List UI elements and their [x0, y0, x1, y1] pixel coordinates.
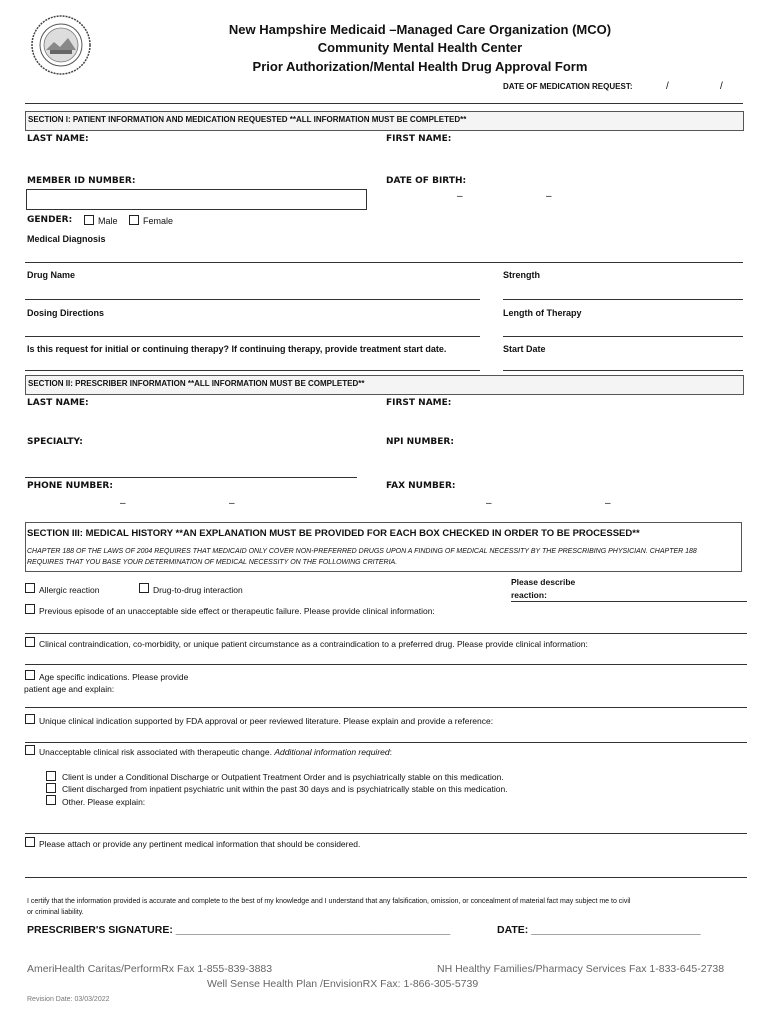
- drug-interaction-checkbox[interactable]: [139, 583, 149, 593]
- clinical-risk-text: Unacceptable clinical risk associated with therapeutic change.: [39, 747, 272, 757]
- contraindication-checkbox[interactable]: [25, 637, 35, 647]
- nh-healthy-fax: NH Healthy Families/Pharmacy Services Fax 1-833-645-2738: [437, 963, 725, 975]
- state-seal-logo: [30, 14, 92, 76]
- diagnosis-label: Medical Diagnosis: [27, 234, 106, 244]
- describe-label-1: Please describe: [511, 577, 576, 587]
- drug-name-label: Drug Name: [27, 270, 76, 280]
- form-title-line2: Community Mental Health Center: [317, 40, 523, 55]
- clinical-risk-label: Unacceptable clinical risk associated with therapeutic change. Additional information required:: [39, 747, 392, 757]
- chapter-188-line2: REQUIRES THAT YOU BASE YOUR DETERMINATION OF MEDICAL NECESSITY ON THE FOLLOWING CRITERIA.: [27, 559, 398, 566]
- clinical-risk-checkbox[interactable]: [25, 745, 35, 755]
- section2-heading: SECTION II: PRESCRIBER INFORMATION **ALL INFORMATION MUST BE COMPLETED**: [28, 379, 365, 388]
- previous-episode-label: Previous episode of an unacceptable side effect or therapeutic failure. Please provide clinical information:: [39, 606, 435, 616]
- certify-line2: or criminal liability.: [27, 909, 84, 916]
- section3-heading: SECTION III: MEDICAL HISTORY **AN EXPLANATION MUST BE PROVIDED FOR EACH BOX CHECKED IN ORDER TO BE PROCESSED**: [27, 528, 640, 539]
- signature-line[interactable]: PRESCRIBER'S SIGNATURE: _______________________________________________: [27, 924, 451, 936]
- contraindication-line[interactable]: [25, 664, 747, 665]
- patient-last-name-label: LAST NAME:: [27, 134, 89, 144]
- male-label: Male: [98, 216, 118, 226]
- section1-header: [25, 111, 744, 131]
- specialty-label: SPECIALTY:: [27, 437, 83, 447]
- age-line[interactable]: [25, 707, 747, 708]
- certify-line1: I certify that the information provided is accurate and complete to the best of my knowledge and I understand that any falsification, omission, or concealment of material fact may subject me to civil: [27, 898, 631, 905]
- length-line[interactable]: [503, 336, 743, 337]
- clinical-risk-italic: Additional information required: [274, 747, 390, 757]
- date-slash-1: /: [666, 81, 669, 92]
- fax-label: FAX NUMBER:: [386, 481, 456, 491]
- fax-dash-2: –: [605, 498, 611, 509]
- contraindication-label: Clinical contraindication, co-morbidity, or unique patient circumstance as a contraindication to a preferred drug. Please provide clinical information:: [39, 639, 588, 649]
- phone-label: PHONE NUMBER:: [27, 481, 113, 491]
- gender-label: GENDER:: [27, 215, 73, 225]
- diagnosis-line[interactable]: [25, 262, 743, 263]
- section1-heading: SECTION I: PATIENT INFORMATION AND MEDICATION REQUESTED **ALL INFORMATION MUST BE COMPLETED**: [28, 115, 467, 124]
- dob-label: DATE OF BIRTH:: [386, 176, 467, 186]
- header-rule: [25, 103, 743, 104]
- dob-dash-1: –: [457, 191, 463, 202]
- phone-dash-2: –: [229, 498, 235, 509]
- dob-dash-2: –: [546, 191, 552, 202]
- strength-line[interactable]: [503, 299, 743, 300]
- other-checkbox[interactable]: [46, 795, 56, 805]
- well-sense-fax: Well Sense Health Plan /EnvisionRX Fax: 1-866-305-5739: [207, 978, 479, 990]
- male-checkbox[interactable]: [84, 215, 94, 225]
- strength-label: Strength: [503, 270, 540, 280]
- dosing-label: Dosing Directions: [27, 308, 105, 318]
- drug-interaction-label: Drug-to-drug interaction: [153, 585, 243, 595]
- member-id-label: MEMBER ID NUMBER:: [27, 176, 136, 186]
- section2-header: [25, 375, 744, 395]
- form-title-line1: New Hampshire Medicaid –Managed Care Organization (MCO): [228, 22, 612, 37]
- unique-indication-checkbox[interactable]: [25, 714, 35, 724]
- conditional-discharge-label: Client is under a Conditional Discharge or Outpatient Treatment Order and is psychiatrically stable on this medication.: [62, 772, 504, 782]
- fax-dash-1: –: [486, 498, 492, 509]
- date-slash-2: /: [720, 81, 723, 92]
- describe-label-2: reaction:: [511, 590, 547, 600]
- age-label-1: Age specific indications. Please provide: [39, 672, 189, 682]
- member-id-input[interactable]: [26, 189, 367, 210]
- other-label: Other. Please explain:: [62, 797, 146, 807]
- age-label-2: patient age and explain:: [24, 684, 115, 694]
- chapter-188-line1: CHAPTER 188 OF THE LAWS OF 2004 REQUIRES THAT MEDICAID ONLY COVER NON-PREFERRED DRUGS UPON A FINDING OF MEDICAL NECESSITY BY THE PRESCRIBING PHYSICIAN. CHAPTER 188: [27, 548, 697, 555]
- amerihealth-fax: AmeriHealth Caritas/PerformRx Fax 1-855-839-3883: [27, 963, 273, 975]
- therapy-line[interactable]: [25, 370, 480, 371]
- previous-episode-checkbox[interactable]: [25, 604, 35, 614]
- female-checkbox[interactable]: [129, 215, 139, 225]
- revision-date: Revision Date: 03/03/2022: [27, 996, 110, 1003]
- phone-dash-1: –: [120, 498, 126, 509]
- start-date-label: Start Date: [503, 344, 546, 354]
- previous-episode-line[interactable]: [25, 633, 747, 634]
- inpatient-discharge-checkbox[interactable]: [46, 783, 56, 793]
- form-title-line3: Prior Authorization/Mental Health Drug Approval Form: [252, 59, 588, 74]
- other-line[interactable]: [25, 833, 747, 834]
- attach-info-label: Please attach or provide any pertinent medical information that should be considered.: [39, 839, 361, 849]
- conditional-discharge-checkbox[interactable]: [46, 771, 56, 781]
- start-date-line[interactable]: [503, 370, 743, 371]
- prescriber-last-name-label: LAST NAME:: [27, 398, 89, 408]
- npi-label: NPI NUMBER:: [386, 437, 454, 447]
- therapy-question: Is this request for initial or continuing therapy? If continuing therapy, provide treatment start date.: [27, 344, 447, 354]
- date-request-label: DATE OF MEDICATION REQUEST:: [503, 82, 633, 91]
- prescriber-first-name-label: FIRST NAME:: [386, 398, 452, 408]
- unique-indication-line[interactable]: [25, 742, 747, 743]
- specialty-line[interactable]: [25, 477, 357, 478]
- attach-info-line[interactable]: [25, 877, 747, 878]
- drug-name-line[interactable]: [25, 299, 480, 300]
- inpatient-discharge-label: Client discharged from inpatient psychiatric unit within the past 30 days and is psychiatrically stable on this medication.: [62, 784, 508, 794]
- attach-info-checkbox[interactable]: [25, 837, 35, 847]
- allergic-label: Allergic reaction: [39, 585, 100, 595]
- allergic-checkbox[interactable]: [25, 583, 35, 593]
- signature-date-line[interactable]: DATE: _____________________________: [497, 924, 701, 936]
- age-checkbox[interactable]: [25, 670, 35, 680]
- female-label: Female: [143, 216, 174, 226]
- length-label: Length of Therapy: [503, 308, 582, 318]
- dosing-line[interactable]: [25, 336, 480, 337]
- describe-line[interactable]: [511, 601, 747, 602]
- unique-indication-label: Unique clinical indication supported by FDA approval or peer reviewed literature. Please explain and provide a reference:: [39, 716, 494, 726]
- patient-first-name-label: FIRST NAME:: [386, 134, 452, 144]
